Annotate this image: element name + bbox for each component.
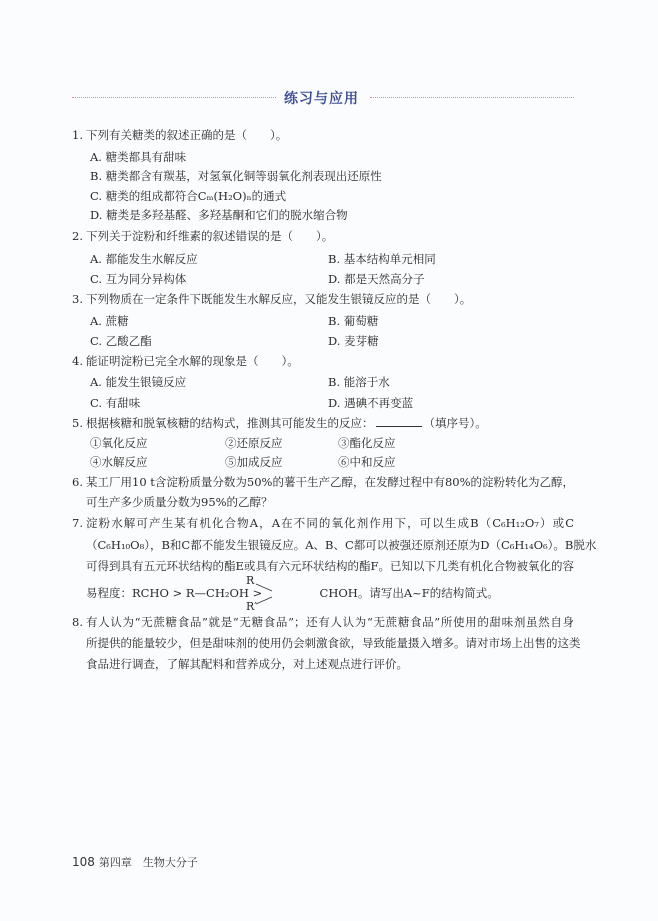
option: C. 有甜味	[90, 396, 141, 410]
option: C. 互为同分异构体	[90, 272, 187, 286]
question-number: 5.	[72, 416, 83, 430]
formula: CHOH	[319, 586, 358, 600]
question-7-line: （C₆H₁₀O₈），B和C都不能发生银镜反应。A、B、C都可以被强还原剂还原为D（C₆H₁₄O₆）。B脱水	[86, 538, 597, 552]
option: B. 葡萄糖	[328, 314, 379, 328]
option: C. 糖类的组成都符合Cₘ(H₂O)ₙ的通式	[90, 189, 287, 203]
question-6-line: 某工厂用10 t含淀粉质量分数为50%的薯干生产乙醇，在发酵过程中有80%的淀粉转化为乙醇，	[86, 475, 575, 489]
question-7-line: 可得到具有五元环状结构的酯E或具有六元环状结构的酯F。已知以下几类有机化合物被氧化的容	[86, 559, 574, 573]
section-title: 练习与应用	[284, 91, 359, 107]
question-5	[86, 415, 487, 431]
option: ①氧化反应	[90, 436, 148, 450]
option: A. 蔗糖	[90, 314, 129, 328]
question-8-line: 有人认为“无蔗糖食品”就是“无糖食品”；还有人认为“无蔗糖食品”所使用的甜味剂虽然自身	[86, 615, 574, 629]
option: ⑤加成反应	[225, 455, 283, 469]
question-4: 能证明淀粉已完全水解的现象是（ ）。	[86, 354, 299, 368]
question-6-line: 可生产多少质量分数为95%的乙醇？	[86, 495, 273, 509]
option: A. 糖类都具有甜味	[90, 150, 187, 164]
page-number: 108	[72, 855, 95, 869]
question-text: （填序号）。	[423, 416, 487, 430]
option: ⑥中和反应	[338, 455, 396, 469]
question-3: 下列物质在一定条件下既能发生水解反应，又能发生银镜反应的是（ ）。	[86, 292, 472, 306]
r-group: R	[246, 574, 255, 587]
divider	[370, 97, 574, 98]
r-group: R′	[246, 600, 257, 613]
page-footer	[72, 854, 198, 870]
option: ②还原反应	[225, 436, 283, 450]
answer-blank[interactable]	[376, 416, 422, 427]
option: A. 能发生银镜反应	[90, 375, 187, 389]
question-number: 2.	[72, 229, 83, 243]
question-1: 下列有关糖类的叙述正确的是（ ）。	[86, 128, 288, 142]
bond-lines	[254, 582, 276, 606]
option: B. 能溶于水	[328, 375, 390, 389]
option: ④水解反应	[90, 455, 148, 469]
divider	[72, 97, 276, 98]
section-header	[72, 88, 574, 108]
question-number: 3.	[72, 292, 83, 306]
question-number: 8.	[72, 615, 83, 629]
question-number: 6.	[72, 475, 83, 489]
option: C. 乙酸乙酯	[90, 334, 152, 348]
option: D. 麦芽糖	[328, 334, 379, 348]
question-8-line: 食品进行调查，了解其配料和营养成分，对上述观点进行评价。	[86, 657, 408, 671]
option: D. 糖类是多羟基醛、多羟基酮和它们的脱水缩合物	[90, 208, 348, 222]
question-7-line	[86, 587, 499, 600]
question-number: 7.	[72, 516, 83, 530]
option: B. 糖类都含有羰基，对氢氧化铜等弱氧化剂表现出还原性	[90, 169, 382, 183]
question-number: 1.	[72, 128, 83, 142]
question-number: 4.	[72, 354, 83, 368]
option: D. 遇碘不再变蓝	[328, 396, 414, 410]
chapter-title: 第四章 生物大分子	[98, 856, 198, 869]
question-text: 易程度：RCHO > R—CH₂OH >	[86, 586, 263, 600]
option: ③酯化反应	[338, 436, 396, 450]
option: A. 都能发生水解反应	[90, 252, 198, 266]
question-text: 根据核糖和脱氧核糖的结构式，推测其可能发生的反应：	[86, 416, 374, 430]
option: B. 基本结构单元相同	[328, 252, 436, 266]
question-8-line: 所提供的能量较少，但是甜味剂的使用仍会刺激食欲，导致能量摄入增多。请对市场上出售的这类	[86, 636, 581, 650]
question-7-line: 淀粉水解可产生某有机化合物A，A在不同的氧化剂作用下，可以生成B（C₆H₁₂O₇）或C	[86, 516, 574, 530]
question-2: 下列关于淀粉和纤维素的叙述错误的是（ ）。	[86, 229, 334, 243]
question-text: 。请写出A~F的结构简式。	[357, 586, 499, 600]
option: D. 都是天然高分子	[328, 272, 425, 286]
